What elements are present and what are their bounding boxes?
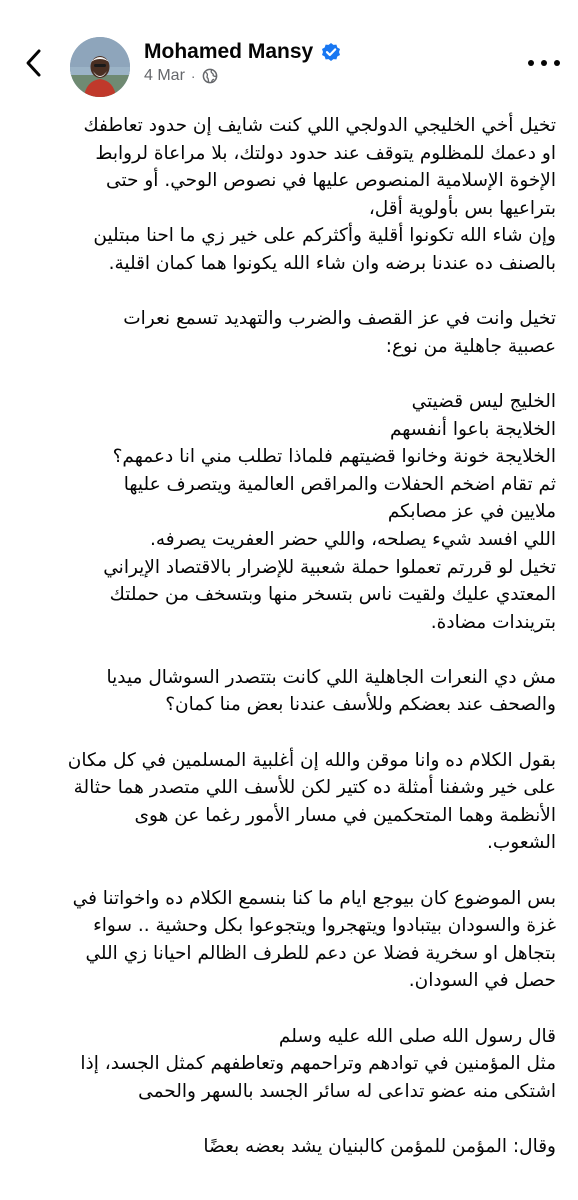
post-text-line: بالصنف ده عندنا برضه وان شاء الله يكونوا هما كمان اقلية. [108,252,556,274]
globe-icon [202,68,218,84]
post-text-line: اشتكى منه عضو تداعى له سائر الجسد بالسهر والحمى [138,1080,556,1102]
post-text-line: الشعوب. [486,832,556,854]
more-horizontal-icon-dot [554,60,560,66]
post-text-line: بتراعيها بس بأولوية أقل، [368,197,556,219]
post-paragraph [22,664,556,719]
post-text-line: الخلايجة باعوا أنفسهم [389,418,556,440]
more-horizontal-icon-dot [541,60,547,66]
post-text-line: وإن شاء الله تكونوا أقلية وأكثركم على خير زي ما احنا مبتلين [93,225,556,247]
post-text-line: بس الموضوع كان بيوجع ايام ما كنا بنسمع الكلام ده واخواتنا في [72,887,556,909]
post-text-line: تخيل وانت في عز القصف والضرب والتهديد تسمع نعرات [123,308,556,330]
author-row [144,40,341,64]
post-text-line: اللي افسد شيء يصلحه، واللي حضر العفريت يصرفه. [149,528,556,550]
post-text-line: تخيل لو قررتم تعملوا حملة شعبية للإضرار بالاقتصاد الإيراني [103,556,556,578]
post-text-line: مثل المؤمنين في توادهم وتراحمهم وتعاطفهم كمثل الجسد، إذا [80,1053,556,1075]
post-paragraph [22,1023,556,1106]
post-text-line: عصبية جاهلية من نوع: [385,335,556,357]
avatar[interactable] [70,37,130,97]
post-text-line: على خير وشفنا أمثلة ده كتير لكن للأسف اللي متصدر هما حثالة [73,777,556,799]
chevron-left-icon [24,48,42,78]
more-options-button[interactable] [528,52,560,74]
post-text-line: الأنظمة وهما المتحكمين في مسار الأمور رغما عن هوى [134,804,556,826]
verified-badge-icon [321,42,341,62]
author-name[interactable]: Mohamed Mansy [144,40,314,63]
post-body [22,112,556,1188]
more-horizontal-icon-dot [528,60,534,66]
post-paragraph [22,388,556,636]
post-text-line: بتجاهل او سخرية فضلا عن دعم للطرف الظالم احيانا زي اللي [85,942,556,964]
post-text-line: الخليج ليس قضيتي [411,390,556,412]
post-text-line: تخيل أخي الخليجي الدولجي اللي كنت شايف إن حدود تعاطفك [83,115,556,136]
avatar-photo [70,37,130,97]
post-date[interactable]: 4 Mar [144,67,185,84]
post-paragraph [22,112,556,278]
post-text-line: او دعمك للمظلوم يتوقف عند حدود دولتك، بلا مراعاة لروابط [95,142,556,164]
post-text-line: مش دي النعرات الجاهلية اللي كانت بتتصدر السوشال ميديا [106,666,556,688]
post-text-line: ثم تقام اضخم الحفلات والمراقص العالمية ويتصرف عليها [123,473,556,495]
meta-separator: · [190,68,196,84]
post-text-line: قال رسول الله صلى الله عليه وسلم [278,1025,556,1047]
post-text-line: بتريندات مضادة. [430,611,556,633]
post-text-line: وقال: المؤمن للمؤمن كالبنيان يشد بعضه بعضًا [203,1135,556,1157]
back-button[interactable] [18,44,48,82]
post-text-line: بقول الكلام ده وانا موقن والله إن أغلبية المسلمين في كل مكان [67,749,556,771]
post-meta [144,67,218,85]
post-paragraph [22,305,556,360]
post-text-line: المعتدي عليك ولقيت ناس بتسخر منها وبتسخف من حملتك [109,584,556,606]
post-paragraph [22,747,556,857]
post-text-line: ملايين في عز مصابكم [387,501,556,523]
post-text-line: غزة والسودان بيتبادوا ويتهجروا ويتجوعوا بكل وحشية .. سواء [93,915,556,937]
post-header [0,0,578,92]
post-text-line: الخلايجة خونة وخانوا قضيتهم فلماذا تطلب مني انا دعمهم؟ [112,446,556,468]
post-text-line: حصل في السودان. [408,970,556,992]
post-paragraph [22,885,556,995]
post-paragraph [22,1133,556,1161]
post-text-line: والصحف عند بعضكم وللأسف عندنا بعض منا كمان؟ [165,694,556,716]
post-text-line: الإخوة الإسلامية المنصوص عليها في نصوص الوحي. أو حتى [106,170,556,192]
